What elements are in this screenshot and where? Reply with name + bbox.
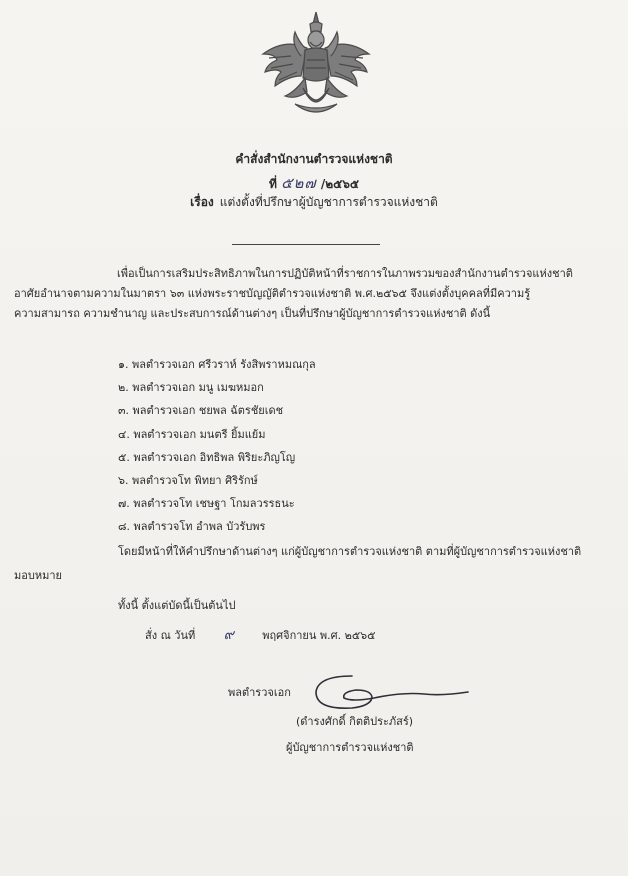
order-number-handwritten: ๕๒๗ <box>281 174 317 192</box>
order-number <box>0 171 628 195</box>
paragraph-duties-cont: มอบหมาย <box>14 569 62 582</box>
paragraph-line: อาศัยอำนาจตามความในมาตรา ๖๓ แห่งพระราชบัญญัติตำรวจแห่งชาติ พ.ศ.๒๕๖๕ จึงแต่งตั้งบุคคลที่มีความรู้ <box>14 287 531 300</box>
signer-rank: พลตำรวจเอก <box>228 686 291 699</box>
list-item: ๒. พลตำรวจเอก มนู เมฆหมอก <box>118 381 264 395</box>
list-item: ๔. พลตำรวจเอก มนตรี ยิ้มแย้ม <box>118 427 266 441</box>
paragraph-duties: โดยมีหน้าที่ให้คำปรึกษาด้านต่างๆ แก่ผู้บัญชาการตำรวจแห่งชาติ ตามที่ผู้บัญชาการตำรวจแห่งชาติ <box>118 545 582 558</box>
order-day-handwritten: ๙ <box>223 627 234 643</box>
paragraph-line: เพื่อเป็นการเสริมประสิทธิภาพในการปฏิบัติหน้าที่ราชการในภาพรวมของสำนักงานตำรวจแห่งชาติ <box>117 267 573 280</box>
order-date-suffix: พฤศจิกายน พ.ศ. ๒๕๖๕ <box>262 629 376 642</box>
order-number-year: /๒๕๖๕ <box>320 177 359 191</box>
list-item: ๖. พลตำรวจโท พิทยา ศิริรักษ์ <box>118 473 258 487</box>
paragraph-purpose <box>14 264 618 324</box>
document-title: คำสั่งสำนักงานตำรวจแห่งชาติ <box>235 152 393 166</box>
effective-clause: ทั้งนี้ ตั้งแต่บัดนี้เป็นต้นไป <box>118 599 236 612</box>
order-date <box>145 624 375 646</box>
appointee-list <box>118 353 316 539</box>
list-item: ๘. พลตำรวจโท อำพล บัวรับพร <box>118 520 266 534</box>
paragraph-line: ความสามารถ ความชำนาญ และประสบการณ์ด้านต่างๆ เป็นที่ปรึกษาผู้บัญชาการตำรวจแห่งชาติ ดังนี้ <box>14 307 491 320</box>
subject-line <box>0 193 628 212</box>
garuda-emblem-icon <box>255 8 377 120</box>
order-date-prefix: สั่ง ณ วันที่ <box>145 629 196 642</box>
list-item: ๕. พลตำรวจเอก อิทธิพล พิริยะภิญโญ <box>118 450 296 464</box>
list-item: ๓. พลตำรวจเอก ชยพล ฉัตรชัยเดช <box>118 404 284 418</box>
divider-line <box>232 244 380 245</box>
order-number-label: ที่ <box>269 177 277 191</box>
signer-position: ผู้บัญชาการตำรวจแห่งชาติ <box>286 741 414 754</box>
subject-label: เรื่อง <box>190 195 214 209</box>
subject-text: แต่งตั้งที่ปรึกษาผู้บัญชาการตำรวจแห่งชาติ <box>219 195 438 209</box>
handwritten-signature <box>312 668 472 718</box>
list-item: ๗. พลตำรวจโท เชษฐา โกมลวรรธนะ <box>118 497 295 511</box>
signer-name: (ดำรงศักดิ์ กิตติประภัสร์) <box>296 715 414 728</box>
list-item: ๑. พลตำรวจเอก ศรีวราห์ รังสิพราหมณกุล <box>118 358 316 371</box>
